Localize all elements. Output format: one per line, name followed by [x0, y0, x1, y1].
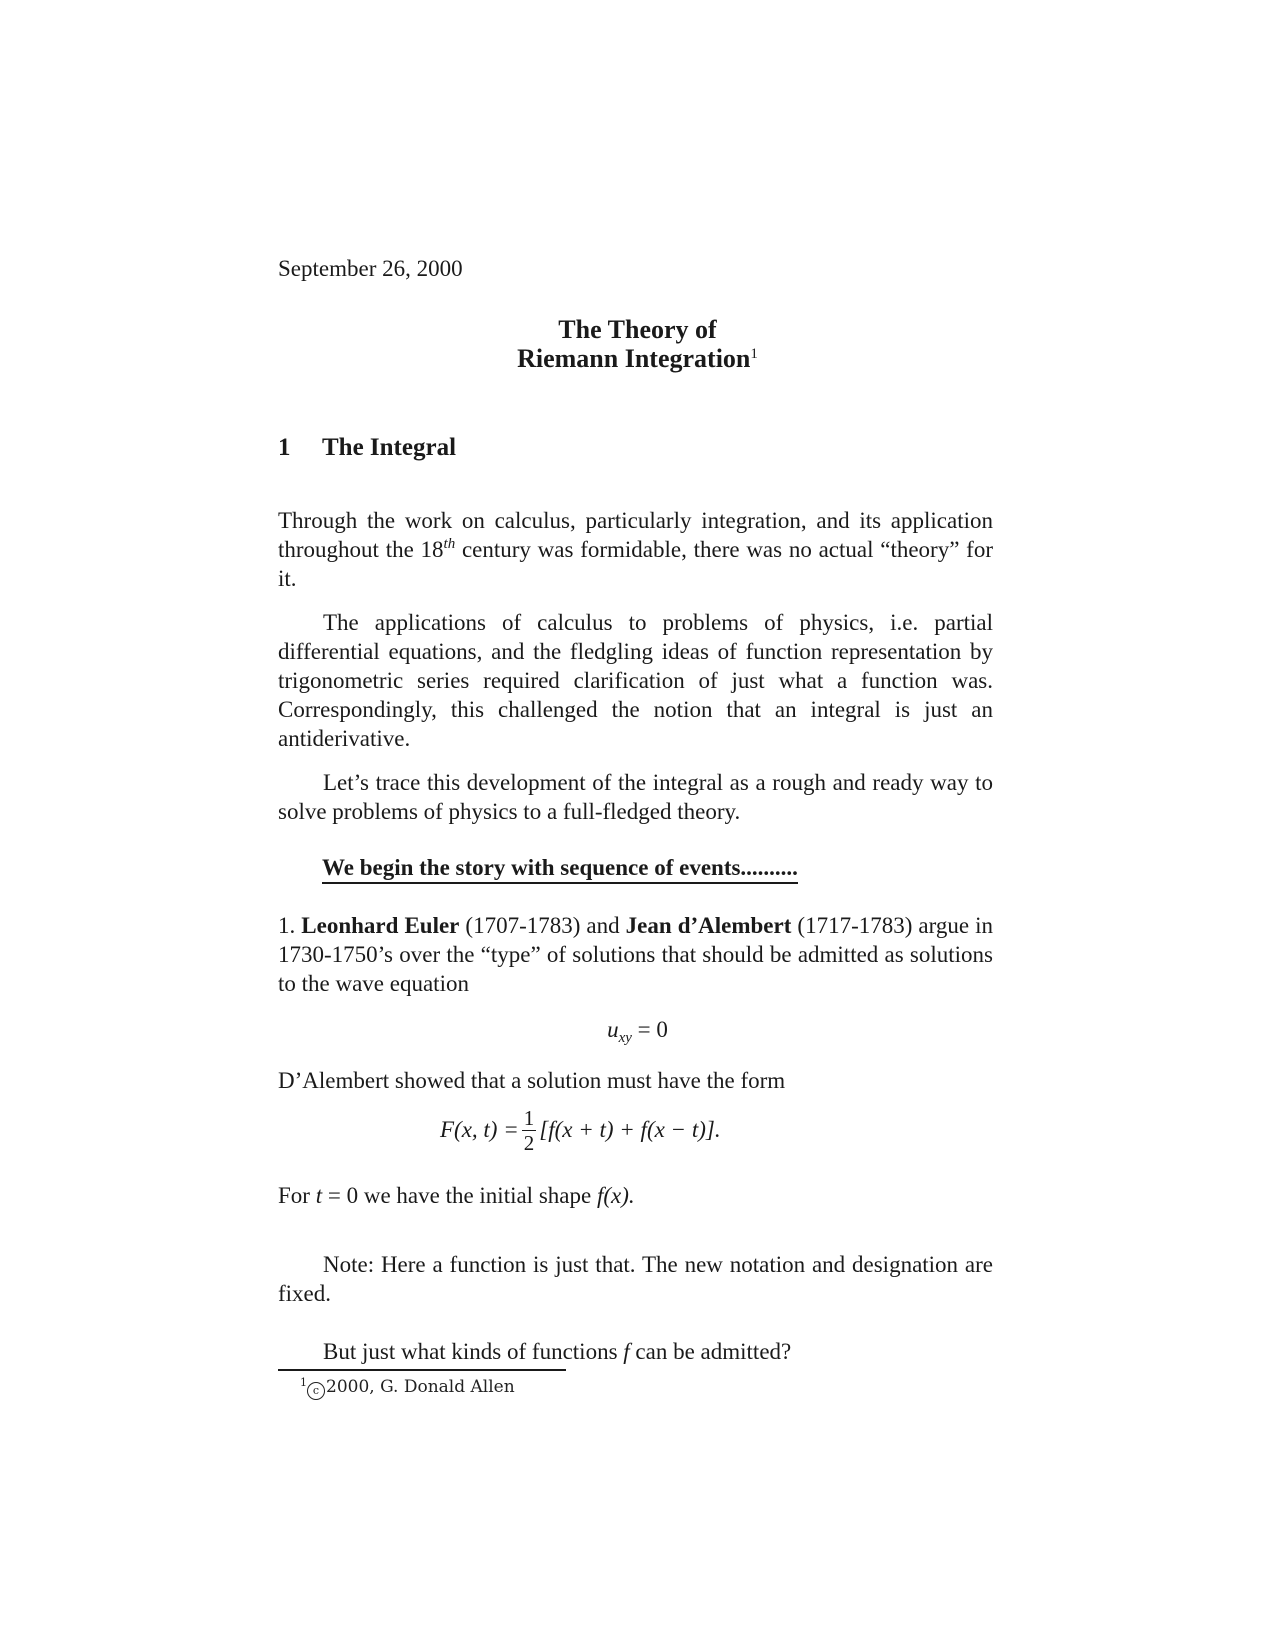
paragraph-6: Note: Here a function is just that. The new notation and designation are fixed.: [278, 1252, 993, 1306]
paragraph-5: [278, 1181, 993, 1210]
eq2-lhs: F(x, t) =: [440, 1117, 519, 1142]
story-heading: We begin the story with sequence of events..........: [322, 855, 798, 884]
eq1-subscript: xy: [618, 1030, 632, 1046]
eq2-fraction: [522, 1106, 537, 1155]
footnote-rule: [278, 1369, 566, 1371]
paragraph-7-text-a: But just what kinds of functions: [323, 1339, 624, 1364]
eq1-rhs: = 0: [631, 1017, 668, 1042]
name-dalembert: Jean d’Alembert: [625, 913, 792, 938]
superscript-th: th: [443, 536, 456, 552]
name-euler: Leonhard Euler: [301, 913, 460, 938]
paragraph-7-text-b: can be admitted?: [629, 1339, 792, 1364]
paragraph-1: [278, 506, 993, 593]
equation-wave: [0, 1017, 1275, 1046]
date: September 26, 2000: [278, 256, 463, 281]
eq1-variable: u: [607, 1017, 619, 1042]
paragraph-1-text-a: Through the work on calculus, particularly integration, and its application throughout the 18: [278, 508, 993, 562]
title-footnote-mark: 1: [750, 346, 758, 362]
eq2-numerator: 1: [523, 1105, 535, 1130]
section-heading: [278, 434, 456, 462]
footnote: [300, 1377, 515, 1400]
math-f: f: [623, 1339, 630, 1364]
list-item-text-2: (1717-1783) argue in 1730-1750’s over the “type” of solutions that should be admitted as solutions to the wave equation: [278, 913, 994, 996]
copyright-icon: c: [307, 1382, 325, 1400]
footnote-mark: 1: [300, 1376, 307, 1389]
eq2-denominator: 2: [523, 1130, 535, 1155]
eq2-rhs: [f(x + t) + f(x − t)].: [539, 1117, 721, 1142]
section-title: The Integral: [322, 434, 457, 461]
title-line-2-text: Riemann Integration: [517, 344, 751, 373]
paragraph-3: Let’s trace this development of the integral as a rough and ready way to solve problems of physics to a full-fledged theory.: [278, 770, 993, 824]
list-item-text-1: (1707-1783) and: [459, 913, 626, 938]
math-f-of-x: f(x).: [596, 1183, 635, 1208]
footnote-text: 2000, G. Donald Allen: [326, 1377, 515, 1397]
paragraph-7: [323, 1337, 791, 1366]
list-item: [278, 911, 993, 998]
title-line-1: The Theory of: [558, 315, 717, 344]
section-number: 1: [278, 434, 291, 461]
paragraph-4: D’Alembert showed that a solution must have the form: [278, 1068, 786, 1093]
paragraph-2: The applications of calculus to problems of physics, i.e. partial differential equations, and the fledgling ideas of function representation by trigonometric series required clarification of just what a function was. Correspondingly, this challenged the notion that an integral is just an antiderivative.: [278, 610, 993, 751]
paragraph-5-text-a: For: [278, 1183, 316, 1208]
paragraph-5-text-b: we have the initial shape: [358, 1183, 597, 1208]
paragraph-1-text-b: century was formidable, there was no actual “theory” for it.: [278, 537, 993, 591]
title-line-2: [0, 344, 1275, 373]
equation-dalembert: [440, 1094, 721, 1166]
list-item-number: 1.: [278, 913, 296, 938]
math-t: t: [315, 1183, 323, 1208]
math-t-equals: = 0: [322, 1183, 359, 1208]
